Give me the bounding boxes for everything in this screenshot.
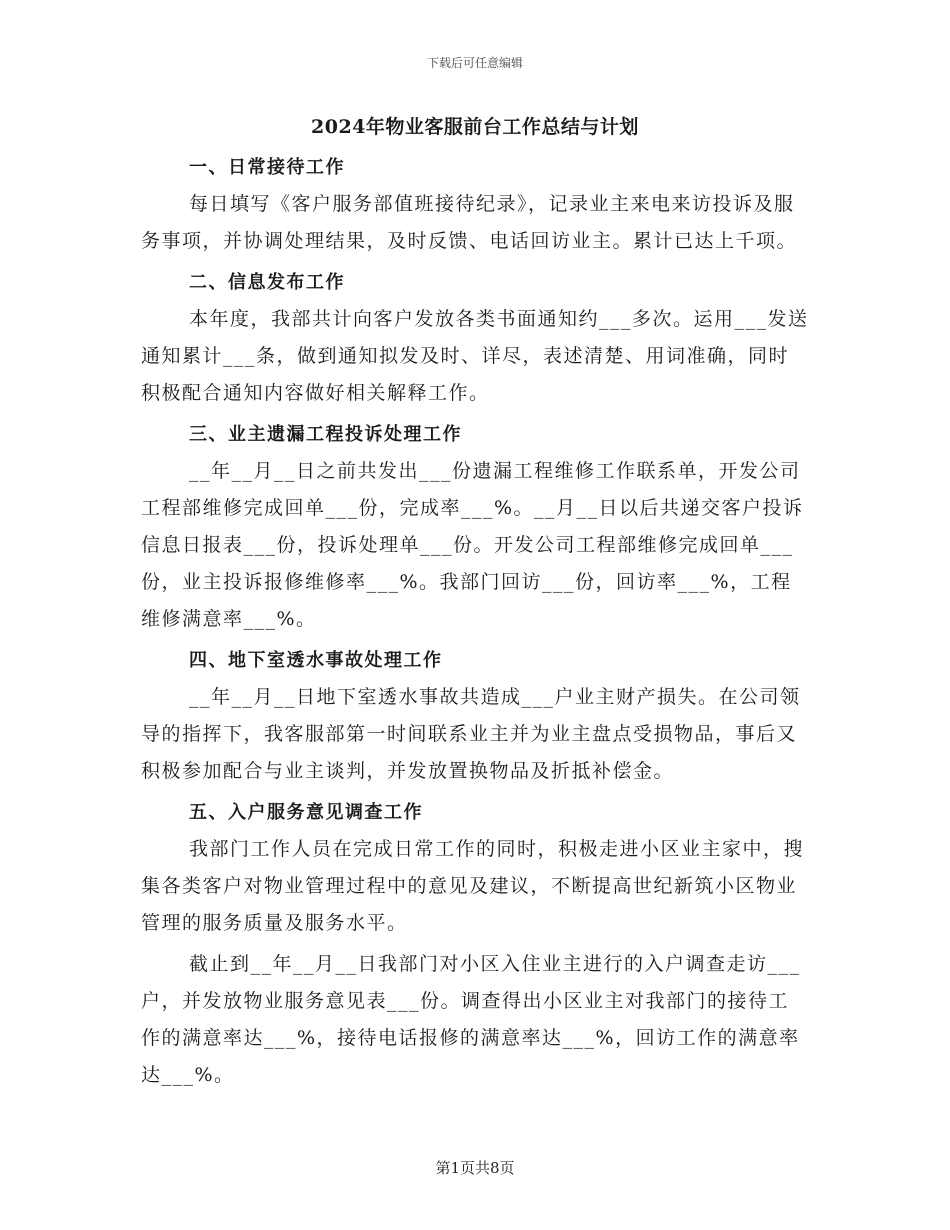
section-heading: 二、信息发布工作 (189, 272, 345, 293)
section-paragraph: 我部门工作人员在完成日常工作的同时，积极走进小区业主家中，搜集各类客户对物业管理过程中的意见及建议，不断提高世纪新筑小区物业管理的服务质量及服务水平。 (141, 838, 805, 934)
section-1 (141, 149, 809, 260)
section-paragraph: __年__月__日地下室透水事故共造成___户业主财产损失。在公司领导的指挥下，我客服部第一时间联系业主并为业主盘点受损物品，事后又积极参加配合与业主谈判，并发放置换物品及折抵补偿金。 (141, 686, 801, 782)
section-heading: 五、入户服务意见调查工作 (189, 802, 423, 823)
section-heading: 三、业主遗漏工程投诉处理工作 (189, 424, 462, 445)
section-paragraph: __年__月__日之前共发出___份遗漏工程维修工作联系单，开发公司工程部维修完成回单___份，完成率___%。__月__日以后共递交客户投诉信息日报表___份，投诉处理单___份。开发公司工程部维修完成回单___份，业主投诉报修维修率___%。我部门回访___份，回访率___%，工程维修满意率___%。 (141, 460, 804, 630)
section-heading: 四、地下室透水事故处理工作 (189, 650, 443, 671)
section-paragraph: 每日填写《客户服务部值班接待纪录》，记录业主来电来访投诉及服务事项，并协调处理结果，及时反馈、电话回访业主。累计已达上千项。 (141, 193, 798, 252)
page-footer: 第1页共8页 (435, 1159, 515, 1177)
page-header: 下载后可任意编辑 (426, 56, 523, 70)
section-4 (141, 642, 809, 790)
section-2 (141, 264, 809, 412)
section-3 (141, 416, 809, 638)
document-body (141, 112, 809, 1094)
section-paragraph: 截止到__年__月__日我部门对小区入住业主进行的入户调查走访___户，并发放物业服务意见表___份。调查得出小区业主对我部门的接待工作的满意率达___%，接待电话报修的满意率达___%，回访工作的满意率达___%。 (141, 953, 801, 1086)
document-title: 2024年物业客服前台工作总结与计划 (311, 116, 639, 138)
section-heading: 一、日常接待工作 (189, 157, 345, 178)
section-5 (141, 794, 809, 1094)
section-paragraph: 本年度，我部共计向客户发放各类书面通知约___多次。运用___发送通知累计___条，做到通知拟发及时、详尽，表述清楚、用词准确，同时积极配合通知内容做好相关解释工作。 (141, 308, 809, 404)
